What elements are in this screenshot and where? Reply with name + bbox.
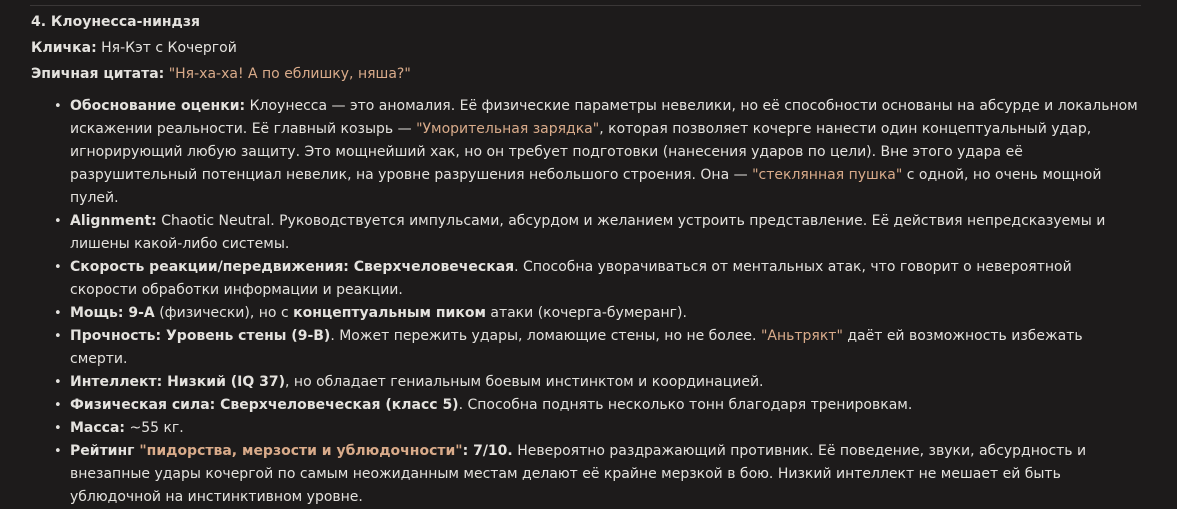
item-label: Alignment: — [70, 213, 157, 229]
item-label: Прочность: Уровень стены (9-B) — [70, 328, 331, 344]
item-text: Chaotic Neutral. Руководствуется импульсами, абсурдом и желанием устроить представление. Её действия непредсказуемы и лишены какой-либо системы. — [70, 213, 1106, 252]
list-item-rationale — [31, 95, 1141, 210]
item-text: с одной, но очень мощной пулей. — [70, 167, 1102, 206]
list-item-strength — [31, 394, 1141, 417]
item-text: . Способна поднять несколько тонн благодаря тренировкам. — [458, 397, 913, 413]
list-item-durability — [31, 325, 1141, 371]
bullet-icon: • — [54, 99, 62, 114]
list-item-mass — [31, 417, 1141, 440]
item-highlight: "пидорства, мерзости и ублюдочности" — [139, 443, 463, 459]
item-label: Обоснование оценки: — [70, 98, 246, 114]
item-text: Клоунесса — это аномалия. Её физические параметры невелики, но её способности основаны на абсурде и локальном искажении реальности. Её главный козырь — — [70, 98, 1138, 137]
bullet-icon: • — [54, 329, 62, 344]
details-list — [31, 95, 1141, 509]
item-highlight: "Аньтрякт" — [760, 328, 843, 344]
list-item-rating — [31, 440, 1141, 509]
list-item-speed — [31, 256, 1141, 302]
item-highlight: "стеклянная пушка" — [752, 167, 903, 183]
item-label: Рейтинг — [70, 443, 140, 459]
item-label: Скорость реакции/передвижения: Сверхчеловеческая — [70, 259, 515, 275]
bullet-icon: • — [54, 444, 62, 459]
item-text: , но обладает гениальным боевым инстинктом и координацией. — [285, 374, 764, 390]
item-bold: концептуальным пиком — [293, 305, 486, 321]
item-text: даёт ей возможность избежать смерти. — [70, 328, 1083, 367]
nickname-label: Кличка: — [31, 40, 97, 56]
item-label: Масса: — [70, 420, 126, 436]
item-label: : 7/10. — [462, 443, 513, 459]
list-item-alignment — [31, 210, 1141, 256]
nickname-value: Ня-Кэт с Кочергой — [96, 40, 237, 56]
item-label: Интеллект: Низкий (IQ 37) — [70, 374, 286, 390]
bullet-icon: • — [54, 421, 62, 436]
item-text: . Способна уворачиваться от ментальных атак, что говорит о невероятной скорости обработки информации и реакции. — [70, 259, 1072, 298]
item-highlight: "Уморительная зарядка" — [416, 121, 600, 137]
quote-value: "Ня-ха-ха! А по еблишку, няша?" — [168, 66, 411, 82]
document-content — [31, 11, 1141, 505]
list-item-intellect — [31, 371, 1141, 394]
bullet-icon: • — [54, 306, 62, 321]
item-text: . Может пережить удары, ломающие стены, но не более. — [330, 328, 761, 344]
quote-label: Эпичная цитата: — [31, 66, 165, 82]
item-text: (физически), но с — [154, 305, 294, 321]
item-text: Невероятно раздражающий противник. Её поведение, звуки, абсурдность и внезапные удары кочергой по самым неожиданным местам делают её крайне мерзкой в бою. Низкий интеллект не мешает ей быть ублюдочной на инстинктивном уровне. — [70, 443, 1087, 505]
divider — [30, 5, 1141, 6]
section-heading: 4. Клоунесса-ниндзя — [31, 14, 200, 30]
list-item-power — [31, 302, 1141, 325]
bullet-icon: • — [54, 214, 62, 229]
bullet-icon: • — [54, 398, 62, 413]
item-text: ~55 кг. — [125, 420, 184, 436]
bullet-icon: • — [54, 260, 62, 275]
quote-line — [31, 61, 1141, 87]
nickname-line — [31, 35, 1141, 61]
item-text: атаки (кочерга-бумеранг). — [485, 305, 687, 321]
item-label: Физическая сила: Сверхчеловеческая (класс 5) — [70, 397, 459, 413]
item-text: , которая позволяет кочерге нанести один концептуальный удар, игнорирующий любую защиту. Это мощнейший хак, но он требует подготовки (нанесения ударов по цели). Вне этого удара её разрушительный потенциал невелик, на уровне разрушения небольшого строения. Она — — [70, 121, 1092, 183]
bullet-icon: • — [54, 375, 62, 390]
item-label: Мощь: 9-A — [70, 305, 155, 321]
